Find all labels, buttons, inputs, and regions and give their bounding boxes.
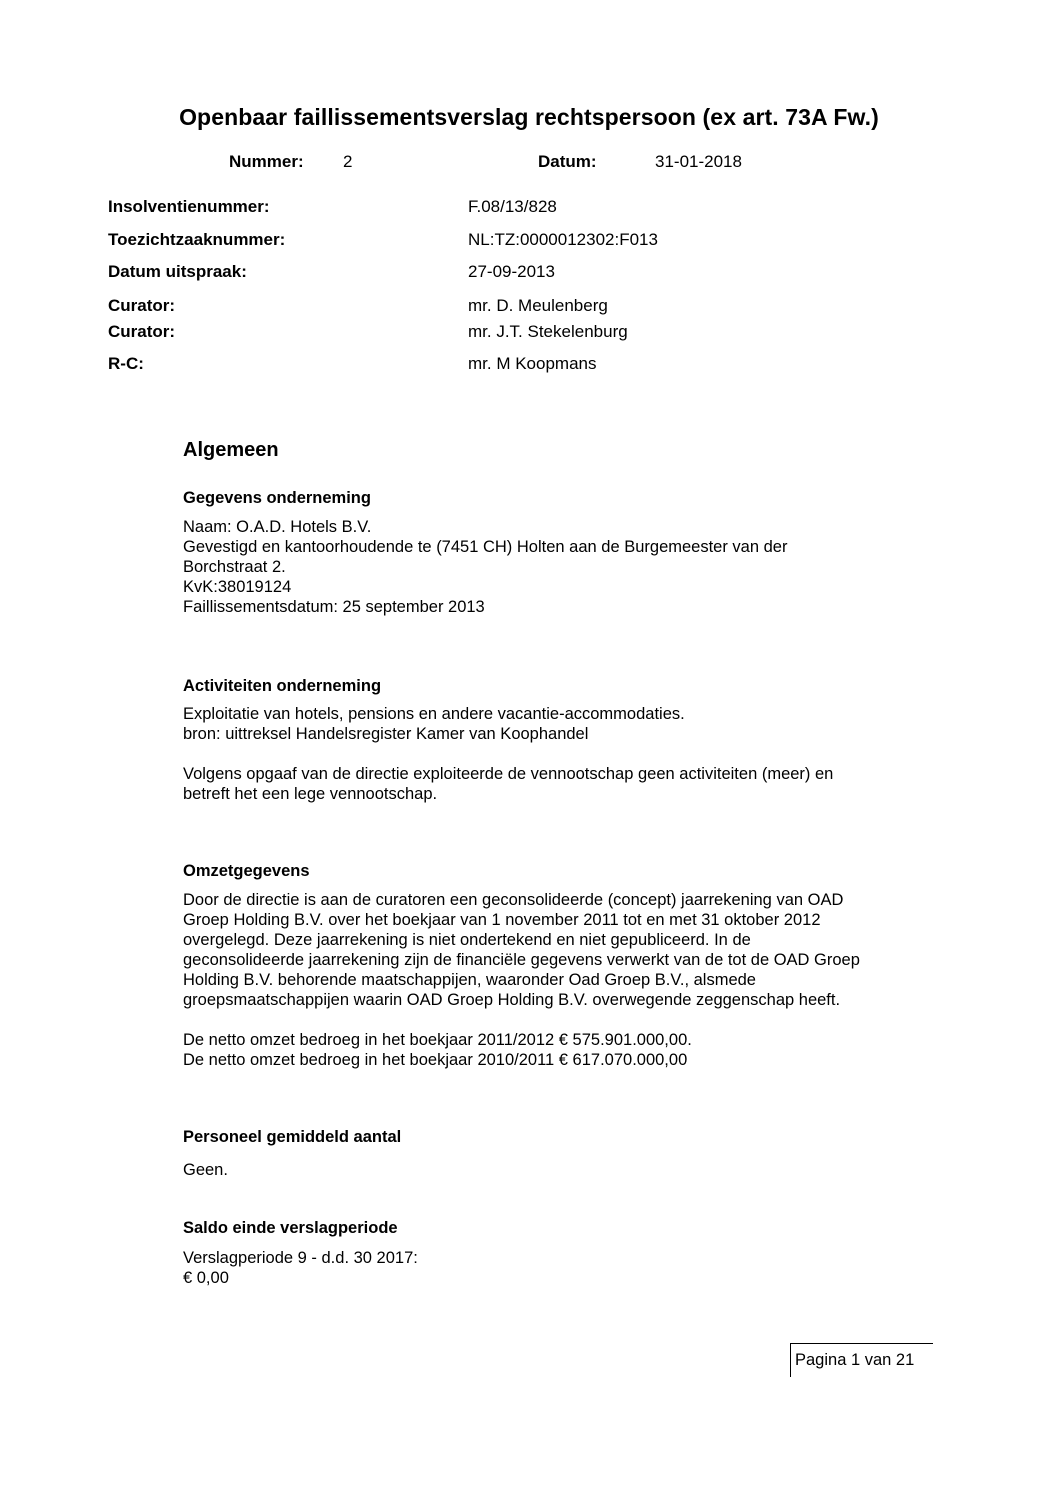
info-value: F.08/13/828 [468,197,557,216]
page-number: Pagina 1 van 21 [795,1351,915,1369]
section-heading: Algemeen [183,439,279,461]
info-value: mr. M Koopmans [468,354,597,373]
nummer-label: Nummer: [229,152,304,171]
info-value: NL:TZ:0000012302:F013 [468,230,658,249]
block-heading: Personeel gemiddeld aantal [183,1128,402,1146]
block-text: Volgens opgaaf van de directie exploiteerde de vennootschap geen activiteiten (meer) en betreft het een lege vennootschap. [183,765,834,803]
block-heading: Saldo einde verslagperiode [183,1219,398,1237]
info-value: mr. J.T. Stekelenburg [468,322,628,341]
info-label: Curator: [108,296,176,315]
block-heading: Gegevens onderneming [183,489,371,507]
block-text: Verslagperiode 9 - d.d. 30 2017: € 0,00 [183,1249,418,1287]
info-value: 27-09-2013 [468,262,555,281]
block-text: De netto omzet bedroeg in het boekjaar 2011/2012 € 575.901.000,00. De netto omzet bedroeg in het boekjaar 2010/2011 € 617.070.000,00 [183,1031,692,1069]
block-text: Door de directie is aan de curatoren een geconsolideerde (concept) jaarrekening van OAD Groep Holding B.V. over het boekjaar van 1 november 2011 tot en met 31 oktober 2012 overgelegd. Deze jaarrekening is niet ondertekend en niet gepubliceerd. In de geconsolideerde jaarrekening zijn de financiële gegevens verwerkt van de tot de OAD Groep Holding B.V. behorende maatschappijen, waaronder Oad Groep B.V., alsmede groepsmaatschappijen waarin OAD Groep Holding B.V. overwegende zeggenschap heeft. [183,891,860,1009]
info-label: Insolventienummer: [108,197,270,216]
info-label: Curator: [108,322,176,341]
info-label: Datum uitspraak: [108,262,247,281]
nummer-value: 2 [343,152,353,171]
block-text: Naam: O.A.D. Hotels B.V. Gevestigd en kantoorhoudende te (7451 CH) Holten aan de Burgemeester van der Borchstraat 2. KvK:38019124 Faillissementsdatum: 25 september 2013 [183,518,788,616]
datum-label: Datum: [538,152,597,171]
datum-value: 31-01-2018 [655,152,742,171]
block-heading: Activiteiten onderneming [183,677,382,695]
page-title: Openbaar faillissementsverslag rechtspersoon (ex art. 73A Fw.) [179,104,879,130]
block-text: Exploitatie van hotels, pensions en andere vacantie-accommodaties. bron: uittreksel Handelsregister Kamer van Koophandel [183,705,685,743]
info-label: Toezichtzaaknummer: [108,230,286,249]
info-label: R-C: [108,354,144,373]
info-value: mr. D. Meulenberg [468,296,608,315]
block-heading: Omzetgegevens [183,862,310,880]
block-text: Geen. [183,1161,228,1179]
